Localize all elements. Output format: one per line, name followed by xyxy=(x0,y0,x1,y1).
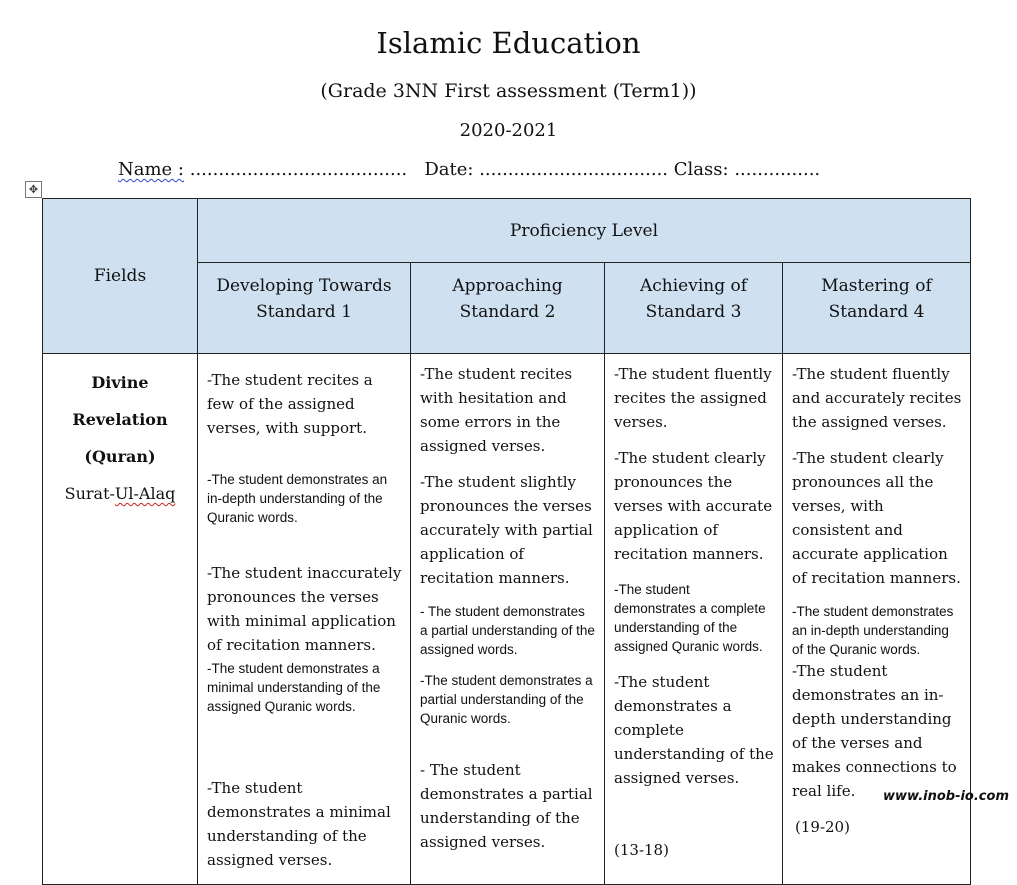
score-range: (13-18) xyxy=(614,841,669,859)
level-4-descriptors xyxy=(783,354,971,885)
descriptor: -The student demonstrates a complete understanding of the assigned verses. xyxy=(614,673,774,787)
level-1-descriptors xyxy=(198,354,411,885)
page-title: Islamic Education xyxy=(376,26,641,60)
descriptor: - The student demonstrates a partial understanding of the assigned verses. xyxy=(420,761,593,851)
descriptor: -The student fluently recites the assigned verses. xyxy=(614,365,772,431)
descriptor: -The student demonstrates a minimal understanding of the assigned Quranic words. xyxy=(207,661,381,714)
descriptor: -The student demonstrates an in-depth understanding of the Quranic words. xyxy=(792,604,954,657)
descriptor: - The student demonstrates a partial understanding of the assigned words. xyxy=(420,604,595,657)
level-header-2: Approaching Standard 2 xyxy=(411,263,605,354)
score-range: (19-20) xyxy=(795,818,850,836)
field-line-3: (Quran) xyxy=(84,447,156,466)
descriptor: -The student demonstrates a minimal understanding of the assigned verses. xyxy=(207,779,391,869)
academic-year: 2020-2021 xyxy=(459,120,558,141)
level-header-4: Mastering of Standard 4 xyxy=(783,263,971,354)
descriptor: -The student clearly pronounces the verses with accurate application of recitation manners. xyxy=(614,449,773,563)
level-header-1: Developing Towards Standard 1 xyxy=(198,263,411,354)
fields-header: Fields xyxy=(43,199,198,354)
date-blank[interactable]: ................................. xyxy=(479,159,669,180)
date-label: Date: xyxy=(424,159,474,180)
descriptor: -The student slightly pronounces the verses accurately with partial application of recitation manners. xyxy=(420,473,593,587)
assessment-subtitle: (Grade 3NN First assessment (Term1)) xyxy=(320,80,697,102)
level-header-3: Achieving of Standard 3 xyxy=(605,263,783,354)
descriptor: -The student fluently and accurately recites the assigned verses. xyxy=(792,365,962,431)
name-label: Name : xyxy=(118,159,184,180)
surah-name: Surat-Ul-Alaq xyxy=(64,484,176,503)
table-move-handle-icon[interactable]: ✥ xyxy=(25,181,42,198)
descriptor: -The student recites with hesitation and some errors in the assigned verses. xyxy=(420,365,573,455)
field-cell xyxy=(43,354,198,885)
descriptor: -The student demonstrates an in-depth understanding of the verses and makes connections to real life. xyxy=(792,662,957,800)
surah-name-underlined: Ul-Alaq xyxy=(114,484,176,503)
field-line-2: Revelation xyxy=(72,410,168,429)
descriptor: -The student clearly pronounces all the verses, with consistent and accurate application of recitation manners. xyxy=(792,449,961,587)
level-2-descriptors xyxy=(411,354,605,885)
watermark: www.inob-io.com xyxy=(883,789,1009,804)
field-line-1: Divine xyxy=(91,373,149,392)
descriptor: -The student demonstrates a complete understanding of the assigned Quranic words. xyxy=(614,582,766,654)
level-3-descriptors xyxy=(605,354,783,885)
class-blank[interactable]: ............... xyxy=(734,159,821,180)
descriptor: -The student demonstrates a partial understanding of the Quranic words. xyxy=(420,673,593,726)
student-info-line xyxy=(118,159,820,180)
name-blank[interactable]: ...................................... xyxy=(189,159,408,180)
descriptor: -The student recites a few of the assigned verses, with support. xyxy=(207,371,373,437)
class-label: Class: xyxy=(673,159,729,180)
descriptor: -The student inaccurately pronounces the verses with minimal application of recitation manners. xyxy=(207,564,402,654)
rubric-table xyxy=(42,198,971,885)
proficiency-header: Proficiency Level xyxy=(198,199,971,263)
descriptor: -The student demonstrates an in-depth understanding of the Quranic words. xyxy=(207,472,388,525)
